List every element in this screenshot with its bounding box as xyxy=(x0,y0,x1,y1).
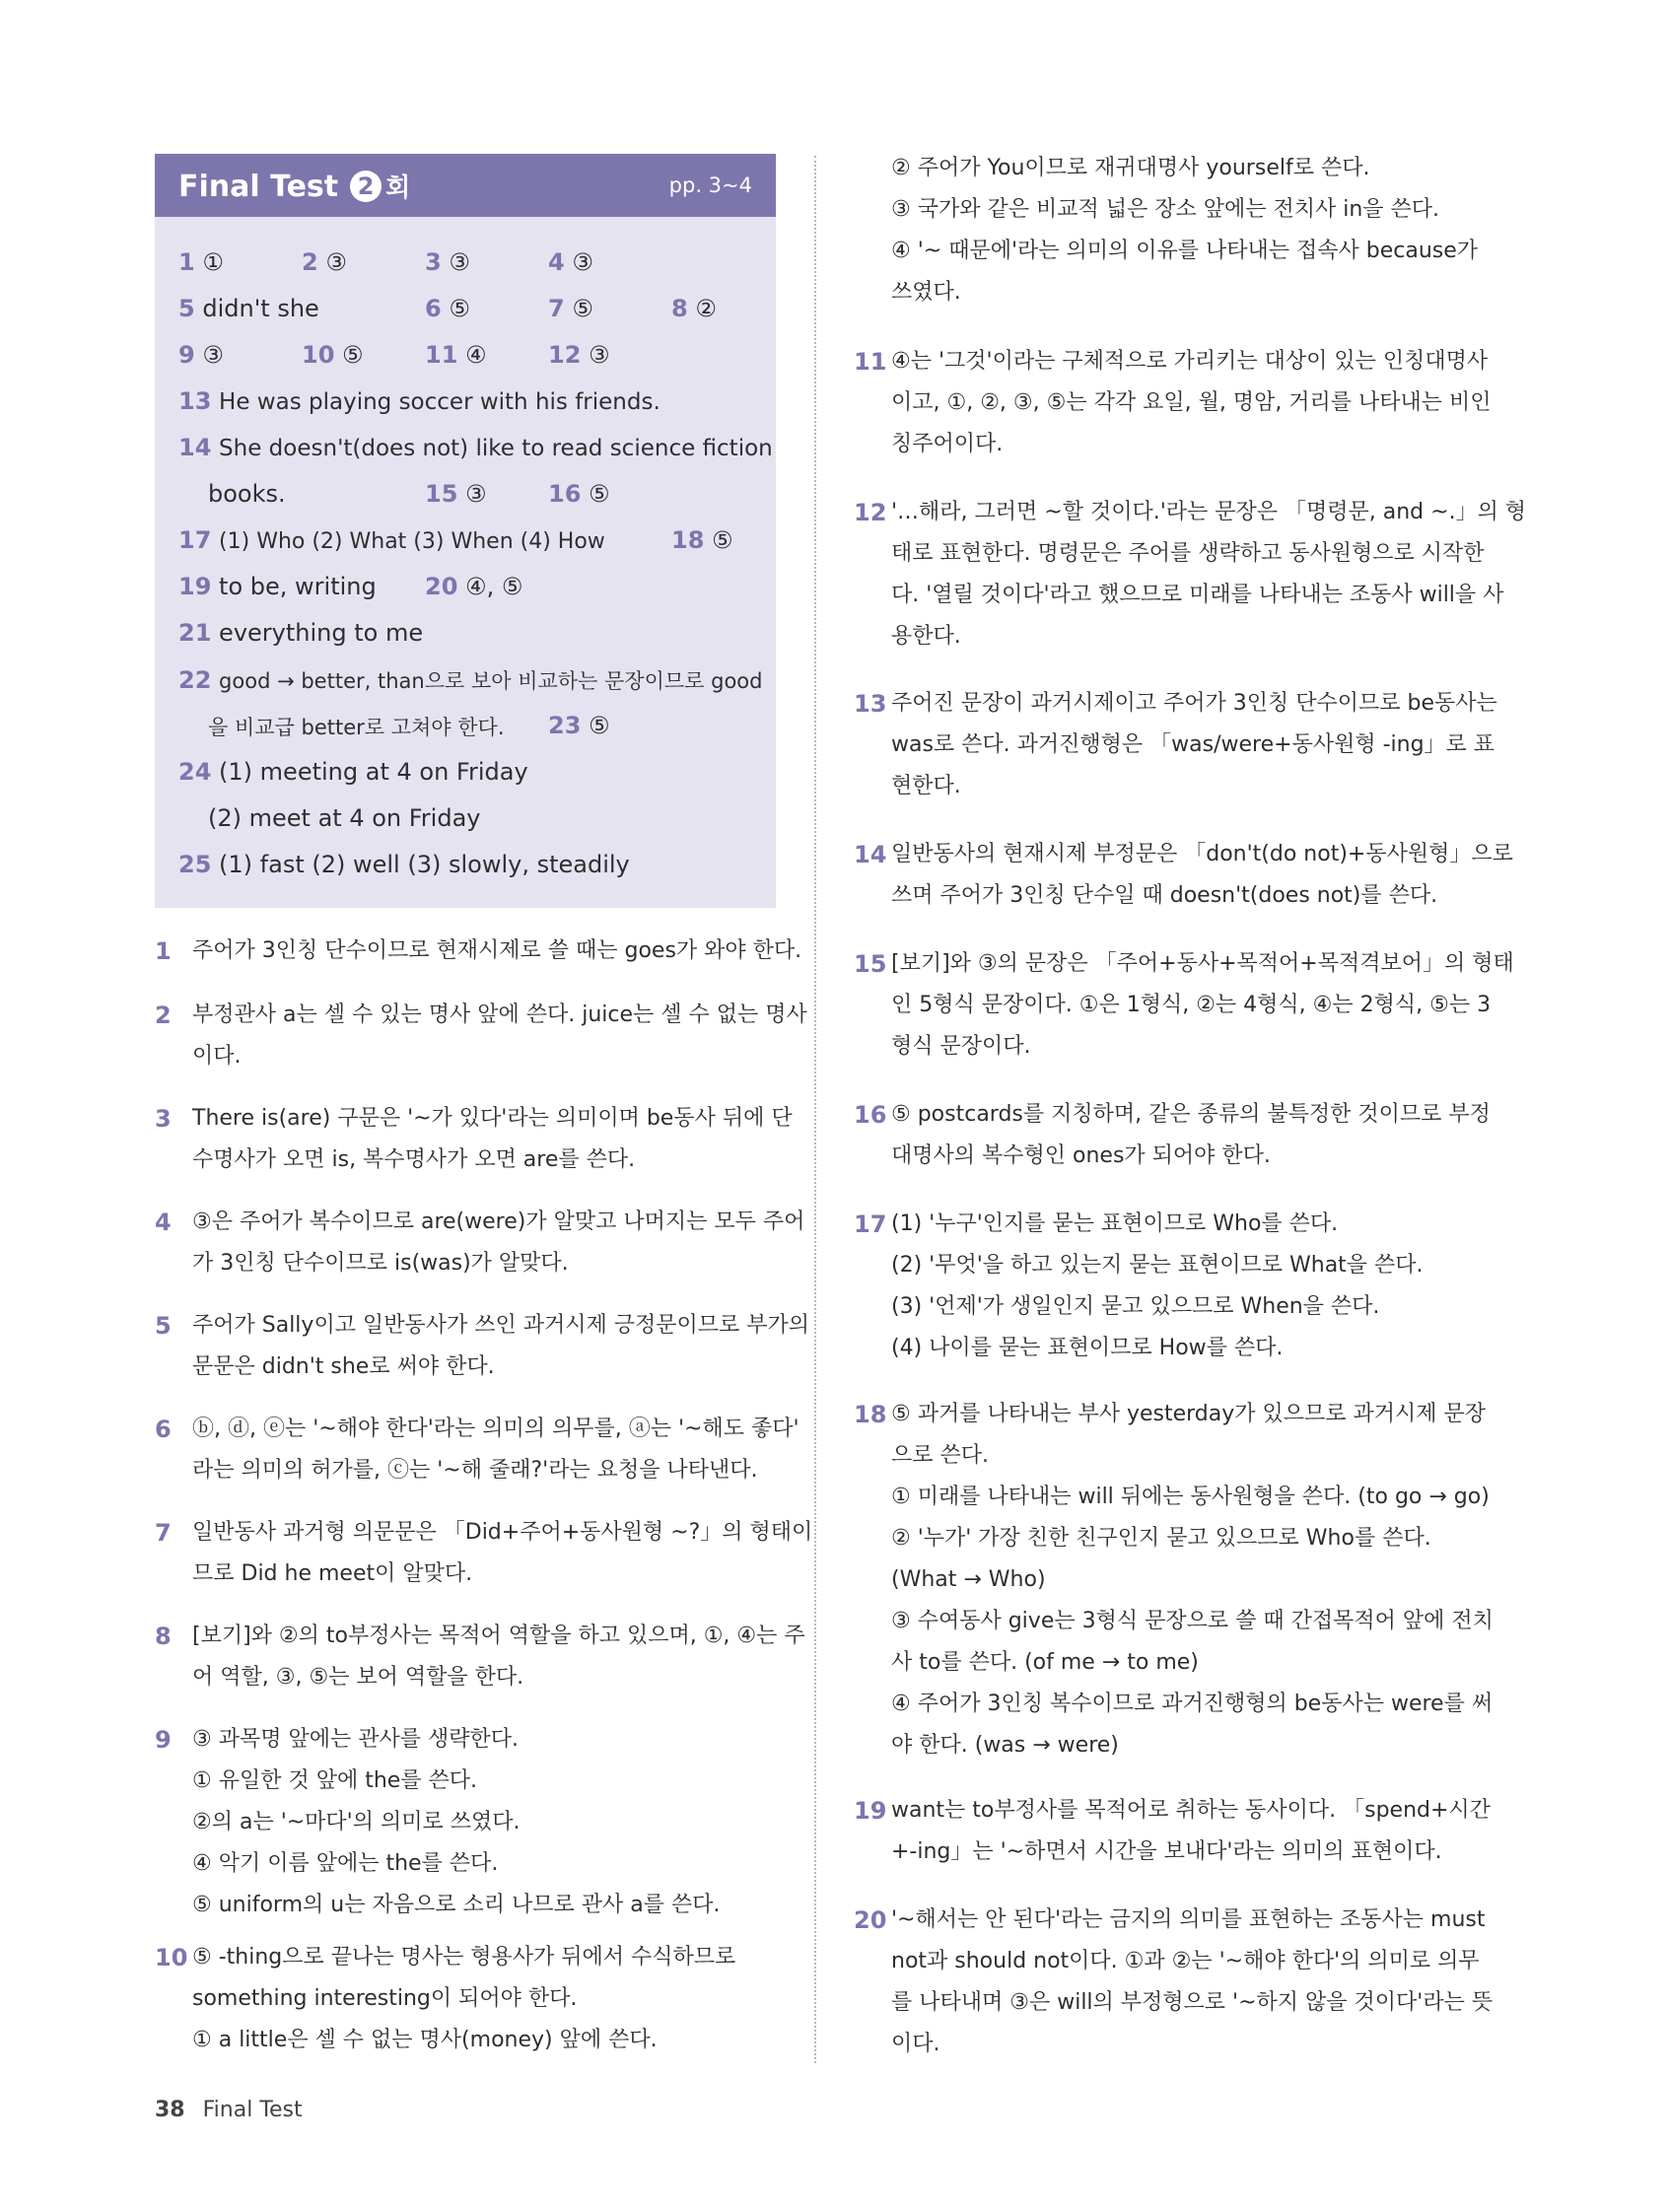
answer-item: 4 ③ xyxy=(548,248,593,276)
footer-section: Final Test xyxy=(202,2098,303,2122)
explanation-line: 태로 표현한다. 명령문은 주어를 생략하고 동사원형으로 시작한 xyxy=(891,541,1485,566)
column-divider xyxy=(814,156,816,2063)
explanation-number: 5 xyxy=(155,1312,172,1340)
explanation-line: 인 5형식 문장이다. ①은 1형식, ②는 4형식, ④는 2형식, ⑤는 3 xyxy=(891,993,1492,1017)
explanation-1 xyxy=(155,931,802,972)
explanation-line: 가 3인칭 단수이므로 is(was)가 알맞다. xyxy=(192,1251,569,1276)
explanation-line: (4) 나이를 묻는 표현이므로 How를 쓴다. xyxy=(891,1336,1284,1360)
explanation-9 xyxy=(155,1719,776,1926)
explanation-line: 이다. xyxy=(192,1044,242,1069)
explanation-line: ③ 수여동사 give는 3형식 문장으로 쓸 때 간접목적어 앞에 전치 xyxy=(891,1609,1494,1633)
explanation-8 xyxy=(155,1616,805,1698)
explanation-number: 6 xyxy=(155,1416,172,1443)
explanation-line: ② 주어가 You이므로 재귀대명사 yourself로 쓴다. xyxy=(891,156,1370,180)
explanation-number: 18 xyxy=(854,1401,887,1428)
answer-item: 13 He was playing soccer with his friends. xyxy=(178,387,661,415)
answer-item: 6 ⑤ xyxy=(425,295,470,322)
explanation-6 xyxy=(155,1409,800,1491)
answer-item: 12 ③ xyxy=(548,341,610,369)
answer-item: 5 didn't she xyxy=(178,295,319,322)
explanation-3 xyxy=(155,1098,793,1181)
answer-item: 10 ⑤ xyxy=(302,341,364,369)
explanation-number: 13 xyxy=(854,690,887,718)
explanation-line: [보기]와 ②의 to부정사는 목적어 역할을 하고 있으며, ①, ④는 주 xyxy=(192,1624,805,1648)
answer-item: 7 ⑤ xyxy=(548,295,593,322)
explanation-11 xyxy=(854,341,1492,465)
explanation-line: 다. '열릴 것이다'라고 했으므로 미래를 나타내는 조동사 will을 사 xyxy=(891,583,1504,607)
explanation-line: There is(are) 구문은 '~가 있다'라는 의미이며 be동사 뒤에 단 xyxy=(192,1106,793,1131)
answer-item: 3 ③ xyxy=(425,248,470,276)
explanation-number: 9 xyxy=(155,1726,172,1754)
explanation-line: (1) '누구'인지를 묻는 표현이므로 Who를 쓴다. xyxy=(891,1211,1339,1236)
explanation-line: ③은 주어가 복수이므로 are(were)가 알맞고 나머지는 모두 주어 xyxy=(192,1210,805,1234)
answer-item: 2 ③ xyxy=(302,248,347,276)
explanation-line: 어 역할, ③, ⑤는 보어 역할을 한다. xyxy=(192,1665,524,1690)
answer-key-header xyxy=(155,154,776,217)
explanation-16 xyxy=(854,1094,1491,1177)
page-footer xyxy=(155,2098,303,2122)
explanation-line: 대명사의 복수형인 ones가 되어야 한다. xyxy=(891,1143,1271,1168)
page-number: 38 xyxy=(155,2098,185,2122)
explanation-line: something interesting이 되어야 한다. xyxy=(192,1986,578,2011)
explanation-number: 14 xyxy=(854,841,887,868)
answer-item: 25 (1) fast (2) well (3) slowly, steadily xyxy=(178,851,630,878)
explanation-number: 20 xyxy=(854,1906,887,1934)
explanation-line: (2) '무엇'을 하고 있는지 묻는 표현이므로 What을 쓴다. xyxy=(891,1253,1424,1278)
explanation-line: want는 to부정사를 목적어로 취하는 동사이다. 「spend+시간 xyxy=(891,1798,1491,1823)
explanation-line: 야 한다. (was → were) xyxy=(891,1733,1119,1758)
round-number-badge: 2 xyxy=(350,171,382,202)
answer-item: 8 ② xyxy=(671,295,717,322)
explanation-line: (What → Who) xyxy=(891,1567,1046,1592)
explanation-number: 3 xyxy=(155,1105,172,1133)
explanation-line: '…해라, 그러면 ~할 것이다.'라는 문장은 「명령문, and ~.」의 형 xyxy=(891,500,1527,524)
explanation-14 xyxy=(854,834,1513,917)
answer-item-continued: (2) meet at 4 on Friday xyxy=(208,804,481,832)
explanation-number: 15 xyxy=(854,950,887,978)
answer-item: 16 ⑤ xyxy=(548,480,610,508)
answer-item: 22 good → better, than으로 보아 비교하는 문장이므로 good xyxy=(178,666,763,694)
explanation-line: 형식 문장이다. xyxy=(891,1034,1031,1059)
answer-item: 23 ⑤ xyxy=(548,712,610,739)
explanation-line: ④ 주어가 3인칭 복수이므로 과거진행형의 be동사는 were를 써 xyxy=(891,1692,1494,1716)
answer-item: 14 She doesn't(does not) like to read science fiction xyxy=(178,434,773,461)
answer-key-title: Final Test 2 회 xyxy=(178,170,411,204)
explanation-line: 주어가 Sally이고 일반동사가 쓰인 과거시제 긍정문이므로 부가의 xyxy=(192,1313,809,1338)
explanation-line: 쓰였다. xyxy=(891,280,961,305)
explanation-number: 1 xyxy=(155,937,172,965)
explanation-18 xyxy=(854,1394,1494,1766)
explanation-line: ②의 a는 '~마다'의 의미로 쓰였다. xyxy=(192,1810,521,1834)
answer-item: 21 everything to me xyxy=(178,619,424,647)
explanation-line: ⑤ uniform의 u는 자음으로 소리 나므로 관사 a를 쓴다. xyxy=(192,1893,721,1917)
explanation-line: '~해서는 안 된다'라는 금지의 의미를 표현하는 조동사는 must xyxy=(891,1907,1486,1932)
explanation-10 xyxy=(155,1937,776,2061)
explanation-line: ④는 '그것'이라는 구체적으로 가리키는 대상이 있는 인칭대명사 xyxy=(891,349,1489,374)
explanation-line: +-ing」는 '~하면서 시간을 보내다'라는 의미의 표현이다. xyxy=(891,1839,1442,1864)
answer-item: 20 ④, ⑤ xyxy=(425,573,523,600)
answer-item: 15 ③ xyxy=(425,480,487,508)
page-range: pp. 3~4 xyxy=(668,173,752,197)
explanation-number: 11 xyxy=(854,348,887,376)
explanation-line: [보기]와 ③의 문장은 「주어+동사+목적어+목적격보어」의 형태 xyxy=(891,951,1514,976)
explanation-20 xyxy=(854,1900,1494,2065)
explanation-line: 현한다. xyxy=(891,774,961,798)
answer-item: 9 ③ xyxy=(178,341,224,369)
explanation-line: ① 미래를 나타내는 will 뒤에는 동사원형을 쓴다. (to go → go) xyxy=(891,1485,1490,1509)
explanation-line: 이고, ①, ②, ③, ⑤는 각각 요일, 월, 명암, 거리를 나타내는 비인 xyxy=(891,390,1492,415)
explanation-line: ① 유일한 것 앞에 the를 쓴다. xyxy=(192,1768,478,1793)
explanation-line: not과 should not이다. ①과 ②는 '~해야 한다'의 의미로 의무 xyxy=(891,1949,1480,1973)
explanation-line: ④ 악기 이름 앞에는 the를 쓴다. xyxy=(192,1851,499,1876)
answer-item-continued: 을 비교급 better로 고쳐야 한다. xyxy=(208,716,505,739)
explanation-number: 17 xyxy=(854,1210,887,1238)
explanation-7 xyxy=(155,1512,813,1595)
explanation-line: 주어가 3인칭 단수이므로 현재시제로 쓸 때는 goes가 와야 한다. xyxy=(192,938,802,963)
explanation-line: 라는 의미의 허가를, ⓒ는 '~해 줄래?'라는 요청을 나타낸다. xyxy=(192,1458,758,1483)
explanation-line: 칭주어이다. xyxy=(891,432,1004,456)
explanation-line: 일반동사의 현재시제 부정문은 「don't(do not)+동사원형」으로 xyxy=(891,842,1513,866)
explanation-2 xyxy=(155,995,807,1077)
answer-key-box xyxy=(155,154,776,908)
explanation-line: ⑤ -thing으로 끝나는 명사는 형용사가 뒤에서 수식하므로 xyxy=(192,1945,736,1970)
explanation-line: 으로 쓴다. xyxy=(891,1443,989,1468)
explanation-4 xyxy=(155,1202,805,1284)
explanation-15 xyxy=(854,943,1514,1068)
explanation-line: ① a little은 셀 수 없는 명사(money) 앞에 쓴다. xyxy=(192,2028,658,2052)
answer-item-continued: books. xyxy=(208,480,286,508)
explanation-line: ⓑ, ⓓ, ⓔ는 '~해야 한다'라는 의미의 의무를, ⓐ는 '~해도 좋다' xyxy=(192,1417,800,1441)
round-suffix: 회 xyxy=(385,173,411,203)
explanation-line: 일반동사 과거형 의문문은 「Did+주어+동사원형 ~?」의 형태이 xyxy=(192,1520,813,1545)
answer-item: 18 ⑤ xyxy=(671,526,733,554)
explanation-number: 12 xyxy=(854,499,887,526)
explanation-line: ⑤ 과거를 나타내는 부사 yesterday가 있으므로 과거시제 문장 xyxy=(891,1402,1487,1426)
answer-item: 1 ① xyxy=(178,248,224,276)
answer-item: 11 ④ xyxy=(425,341,487,369)
explanation-line: 를 나타내며 ③은 will의 부정형으로 '~하지 않을 것이다'라는 뜻 xyxy=(891,1990,1494,2015)
explanation-line: ⑤ postcards를 지칭하며, 같은 종류의 불특정한 것이므로 부정 xyxy=(891,1102,1491,1127)
explanation-number: 7 xyxy=(155,1519,172,1547)
explanation-19 xyxy=(854,1790,1491,1873)
answer-item: 17 (1) Who (2) What (3) When (4) How xyxy=(178,526,605,554)
explanation-line: 부정관사 a는 셀 수 있는 명사 앞에 쓴다. juice는 셀 수 없는 명사 xyxy=(192,1002,807,1027)
explanation-line: 문문은 didn't she로 써야 한다. xyxy=(192,1354,495,1379)
explanation-number: 16 xyxy=(854,1101,887,1129)
explanation-number: 8 xyxy=(155,1623,172,1650)
explanation-10-continued xyxy=(854,148,1485,313)
explanation-line: 주어진 문장이 과거시제이고 주어가 3인칭 단수이므로 be동사는 xyxy=(891,691,1497,716)
explanation-line: ② '누가' 가장 친한 친구인지 묻고 있으므로 Who를 쓴다. xyxy=(891,1526,1431,1551)
explanation-17 xyxy=(854,1204,1485,1369)
explanation-line: 사 to를 쓴다. (of me → to me) xyxy=(891,1650,1199,1675)
explanation-line: 이다. xyxy=(891,2032,940,2056)
explanation-number: 10 xyxy=(155,1944,188,1971)
answer-item: 24 (1) meeting at 4 on Friday xyxy=(178,758,528,786)
explanation-5 xyxy=(155,1305,809,1388)
explanation-line: ③ 국가와 같은 비교적 넓은 장소 앞에는 전치사 in을 쓴다. xyxy=(891,197,1440,222)
explanation-line: ④ '~ 때문에'라는 의미의 이유를 나타내는 접속사 because가 xyxy=(891,239,1479,263)
explanation-13 xyxy=(854,683,1497,807)
explanation-12 xyxy=(854,492,1527,657)
explanation-number: 4 xyxy=(155,1209,172,1236)
explanation-line: 용한다. xyxy=(891,624,961,649)
explanation-line: 쓰며 주어가 3인칭 단수일 때 doesn't(does not)를 쓴다. xyxy=(891,883,1438,908)
explanation-line: ③ 과목명 앞에는 관사를 생략한다. xyxy=(192,1727,519,1752)
explanation-line: (3) '언제'가 생일인지 묻고 있으므로 When을 쓴다. xyxy=(891,1294,1380,1319)
explanation-line: 수명사가 오면 is, 복수명사가 오면 are를 쓴다. xyxy=(192,1147,636,1172)
explanation-number: 2 xyxy=(155,1002,172,1029)
answer-item: 19 to be, writing xyxy=(178,573,377,600)
explanation-number: 19 xyxy=(854,1797,887,1825)
explanation-line: was로 쓴다. 과거진행형은 「was/were+동사원형 -ing」로 표 xyxy=(891,732,1495,757)
explanation-line: 므로 Did he meet이 알맞다. xyxy=(192,1561,473,1586)
